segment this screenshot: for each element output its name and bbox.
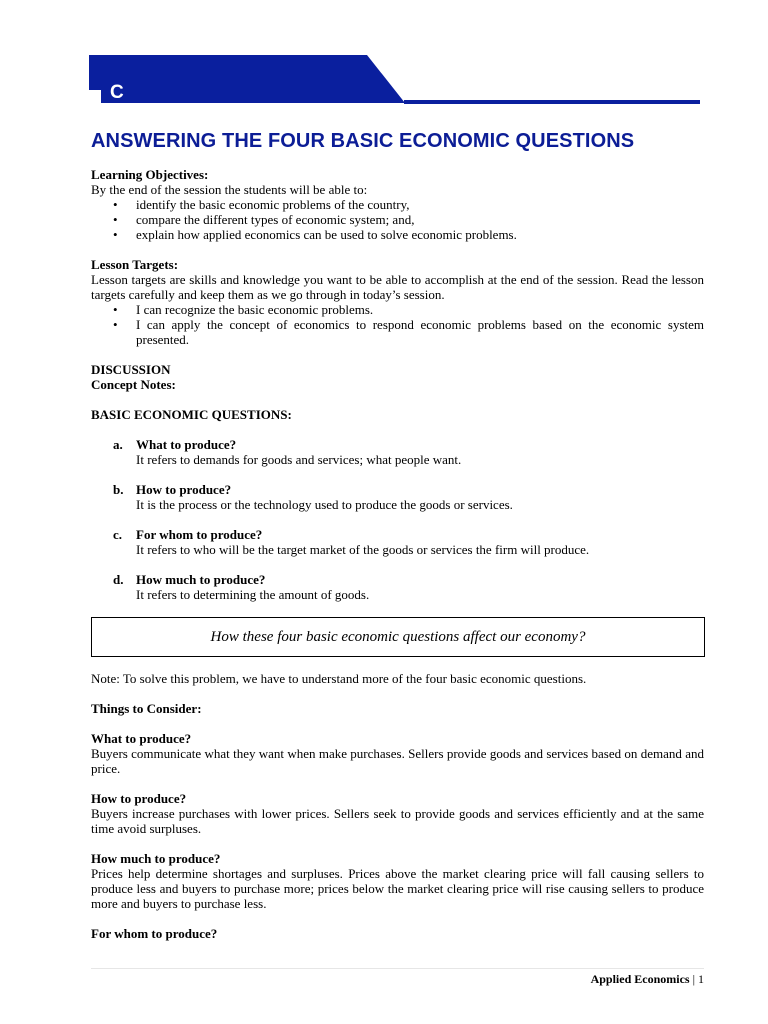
consider-heading-how: How to produce?	[91, 791, 187, 806]
consider-heading-for-whom: For whom to produce?	[91, 926, 218, 941]
question-title: For whom to produce?	[136, 527, 263, 542]
callout-box: How these four basic economic questions affect our economy?	[91, 617, 705, 657]
list-item: • identify the basic economic problems of the country,	[113, 197, 410, 212]
list-item: • I can apply the concept of economics to respond economic problems based on the economic system presented.	[113, 317, 704, 347]
basic-questions-heading: BASIC ECONOMIC QUESTIONS:	[91, 407, 292, 422]
question-answer: It refers to demands for goods and services; what people want.	[136, 452, 462, 467]
footer-subject: Applied Economics	[590, 972, 690, 986]
discussion-heading: DISCUSSION	[91, 362, 171, 377]
question-title: What to produce?	[136, 437, 237, 452]
header-rule	[404, 100, 700, 104]
footer-rule	[91, 968, 704, 969]
question-answer: It refers to determining the amount of goods.	[136, 587, 370, 602]
header-notch	[89, 90, 101, 104]
learning-objectives-list	[91, 197, 704, 242]
bullet-icon: •	[113, 197, 118, 212]
lesson-targets-list	[91, 302, 704, 347]
consider-heading-what: What to produce?	[91, 731, 192, 746]
bullet-icon: •	[113, 212, 118, 227]
header-letter: C	[110, 82, 124, 103]
page-number: 1	[698, 972, 704, 986]
list-item: a. What to produce? It refers to demands for goods and services; what people want.	[91, 437, 704, 467]
lesson-targets-intro: Lesson targets are skills and knowledge you want to be able to accomplish at the end of the session. Read the lesson targets carefully and keep them as we go through in today’s session.	[91, 272, 704, 302]
list-item: • I can recognize the basic economic problems.	[113, 302, 374, 317]
learning-objectives-intro: By the end of the session the students will be able to:	[91, 182, 368, 197]
list-item: d. How much to produce? It refers to determining the amount of goods.	[91, 572, 704, 602]
document-body	[91, 167, 704, 941]
list-item: b. How to produce? It is the process or the technology used to produce the goods or services.	[91, 482, 704, 512]
list-item: • compare the different types of economic system; and,	[113, 212, 415, 227]
consider-heading-how-much: How much to produce?	[91, 851, 221, 866]
lesson-targets-heading: Lesson Targets:	[91, 257, 179, 272]
learning-objectives-heading: Learning Objectives:	[91, 167, 209, 182]
page-footer	[591, 972, 704, 986]
question-title: How much to produce?	[136, 572, 266, 587]
footer-separator: |	[689, 972, 698, 986]
question-answer: It refers to who will be the target market of the goods or services the firm will produce.	[136, 542, 590, 557]
consider-text-what: Buyers communicate what they want when make purchases. Sellers provide goods and services based on demand and price.	[91, 746, 704, 776]
things-to-consider-heading: Things to Consider:	[91, 701, 202, 716]
consider-text-how: Buyers increase purchases with lower prices. Sellers seek to provide goods and services efficiently and at the same time avoid surpluses.	[91, 806, 704, 836]
list-item: • explain how applied economics can be used to solve economic problems.	[113, 227, 517, 242]
list-item: c. For whom to produce? It refers to who will be the target market of the goods or services the firm will produce.	[91, 527, 704, 557]
header-banner	[89, 55, 409, 103]
page-title: ANSWERING THE FOUR BASIC ECONOMIC QUESTIONS	[91, 130, 635, 152]
bullet-icon: •	[113, 317, 118, 332]
question-title: How to produce?	[136, 482, 232, 497]
basic-questions-list	[91, 437, 704, 602]
consider-text-how-much: Prices help determine shortages and surpluses. Prices above the market clearing price will fall causing sellers to produce less and buyers to purchase more; prices below the market clearing price will rise causing sellers to produce more and buyers to purchase less.	[91, 866, 704, 911]
concept-notes-heading: Concept Notes:	[91, 377, 176, 392]
note-text: Note: To solve this problem, we have to understand more of the four basic economic questions.	[91, 671, 587, 686]
bullet-icon: •	[113, 302, 118, 317]
bullet-icon: •	[113, 227, 118, 242]
question-answer: It is the process or the technology used to produce the goods or services.	[136, 497, 513, 512]
